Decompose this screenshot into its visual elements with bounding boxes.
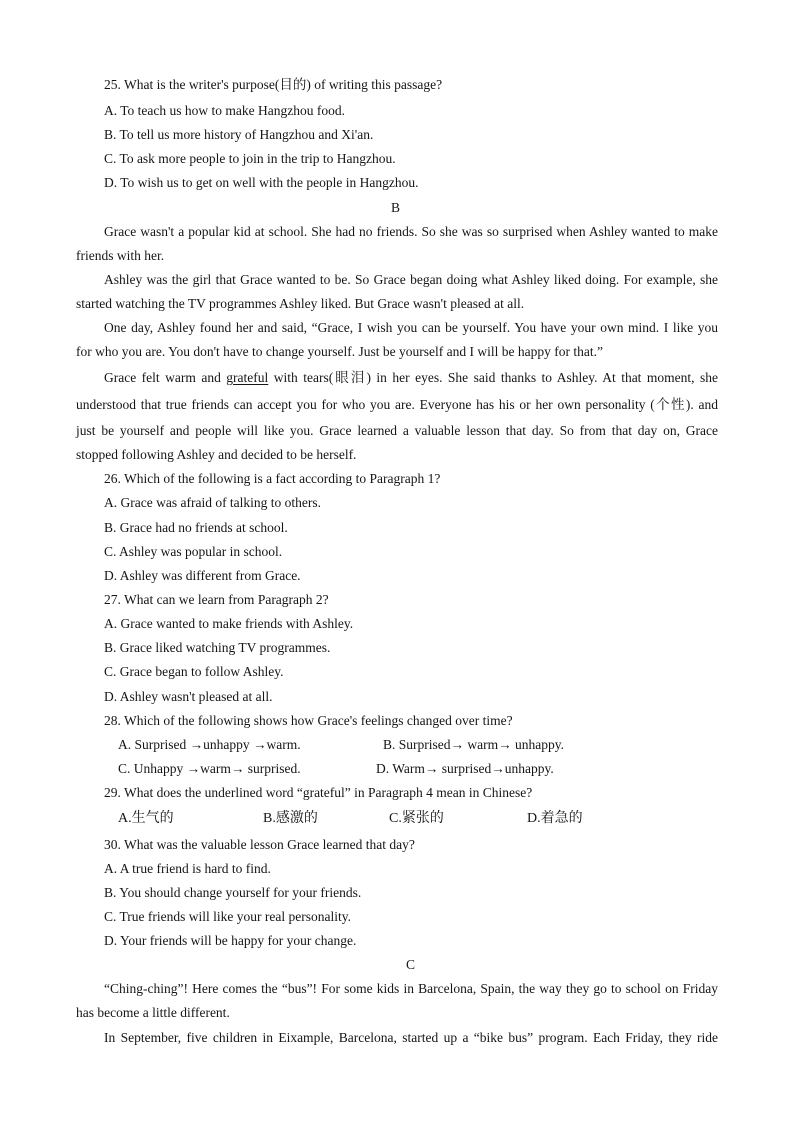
question-25-option-a: A. To teach us how to make Hangzhou food. bbox=[104, 103, 346, 118]
passage-b-paragraph-4-line-3: just be yourself and people will like you. Grace learned a valuable lesson that day. So from that day on, Grace bbox=[76, 423, 718, 438]
passage-c-paragraph-1-line-1: “Ching-ching”! Here comes the “bus”! For some kids in Barcelona, Spain, the way they go to school on Friday bbox=[104, 981, 718, 996]
passage-b-paragraph-2-line-2: started watching the TV programmes Ashley liked. But Grace wasn't pleased at all. bbox=[76, 296, 525, 311]
question-25-option-d: D. To wish us to get on well with the people in Hangzhou. bbox=[104, 175, 419, 190]
passage-c-paragraph-2-line-1: In September, five children in Eixample, Barcelona, started up a “bike bus” program. Each Friday, they ride bbox=[104, 1030, 718, 1045]
question-30-stem: 30. What was the valuable lesson Grace learned that day? bbox=[104, 837, 415, 852]
question-29-option-d: D.着急的 bbox=[527, 811, 583, 826]
paragraph-4-line-1-text-before: Grace felt warm and bbox=[104, 370, 227, 385]
passage-b-paragraph-2-line-1: Ashley was the girl that Grace wanted to be. So Grace began doing what Ashley liked doing. For example, she bbox=[104, 272, 718, 287]
passage-b-paragraph-3-line-2: for who you are. You don't have to change yourself. Just be yourself and I will be happy for that.” bbox=[76, 344, 603, 359]
question-27-option-c: C. Grace began to follow Ashley. bbox=[104, 664, 284, 679]
question-29-stem: 29. What does the underlined word “grateful” in Paragraph 4 mean in Chinese? bbox=[104, 785, 533, 800]
question-26-option-b: B. Grace had no friends at school. bbox=[104, 520, 288, 535]
passage-b-paragraph-1-line-2: friends with her. bbox=[76, 248, 165, 263]
question-27-option-d: D. Ashley wasn't pleased at all. bbox=[104, 689, 273, 704]
question-28-stem: 28. Which of the following shows how Grace's feelings changed over time? bbox=[104, 713, 513, 728]
question-28-option-b: B. Surprised→ warm→ unhappy. bbox=[383, 737, 564, 752]
underlined-word-grateful: grateful bbox=[226, 370, 269, 385]
question-29-option-c: C.紧张的 bbox=[389, 811, 444, 826]
question-26-option-a: A. Grace was afraid of talking to others. bbox=[104, 495, 322, 510]
question-26-option-c: C. Ashley was popular in school. bbox=[104, 544, 283, 559]
question-29-option-b: B.感激的 bbox=[263, 811, 318, 826]
question-28-option-c: C. Unhappy →warm→ surprised. bbox=[118, 761, 301, 776]
question-26-stem: 26. Which of the following is a fact according to Paragraph 1? bbox=[104, 471, 441, 486]
passage-b-paragraph-4-line-1 bbox=[104, 368, 718, 388]
question-30-option-b: B. You should change yourself for your friends. bbox=[104, 885, 362, 900]
passage-c-paragraph-1-line-2: has become a little different. bbox=[76, 1005, 230, 1020]
question-27-option-a: A. Grace wanted to make friends with Ashley. bbox=[104, 616, 354, 631]
question-26-option-d: D. Ashley was different from Grace. bbox=[104, 568, 301, 583]
question-30-option-d: D. Your friends will be happy for your change. bbox=[104, 933, 357, 948]
passage-b-paragraph-4-line-4: stopped following Ashley and decided to be herself. bbox=[76, 447, 357, 462]
question-30-option-c: C. True friends will like your real personality. bbox=[104, 909, 351, 924]
question-25-option-c: C. To ask more people to join in the trip to Hangzhou. bbox=[104, 151, 396, 166]
question-28-option-d: D. Warm→ surprised→unhappy. bbox=[376, 761, 554, 776]
question-27-option-b: B. Grace liked watching TV programmes. bbox=[104, 640, 331, 655]
question-25-option-b: B. To tell us more history of Hangzhou and Xi'an. bbox=[104, 127, 374, 142]
question-30-option-a: A. A true friend is hard to find. bbox=[104, 861, 271, 876]
question-29-option-a: A.生气的 bbox=[118, 811, 174, 826]
passage-b-paragraph-4-line-2: understood that true friends can accept you for who you are. Everyone has his or her own personality (个性). and bbox=[76, 397, 718, 412]
passage-b-label: B bbox=[391, 200, 401, 215]
question-28-option-a: A. Surprised →unhappy →warm. bbox=[118, 737, 301, 752]
passage-b-paragraph-3-line-1: One day, Ashley found her and said, “Grace, I wish you can be yourself. You have your own mind. I like you bbox=[104, 320, 718, 335]
passage-b-paragraph-1-line-1: Grace wasn't a popular kid at school. She had no friends. So she was so surprised when Ashley wanted to make bbox=[104, 224, 718, 239]
question-27-stem: 27. What can we learn from Paragraph 2? bbox=[104, 592, 329, 607]
passage-c-label: C bbox=[406, 957, 416, 972]
question-25-stem: 25. What is the writer's purpose(目的) of writing this passage? bbox=[104, 77, 443, 92]
paragraph-4-line-1-text-after: with tears(眼泪) in her eyes. She said thanks to Ashley. At that moment, she bbox=[268, 370, 718, 385]
